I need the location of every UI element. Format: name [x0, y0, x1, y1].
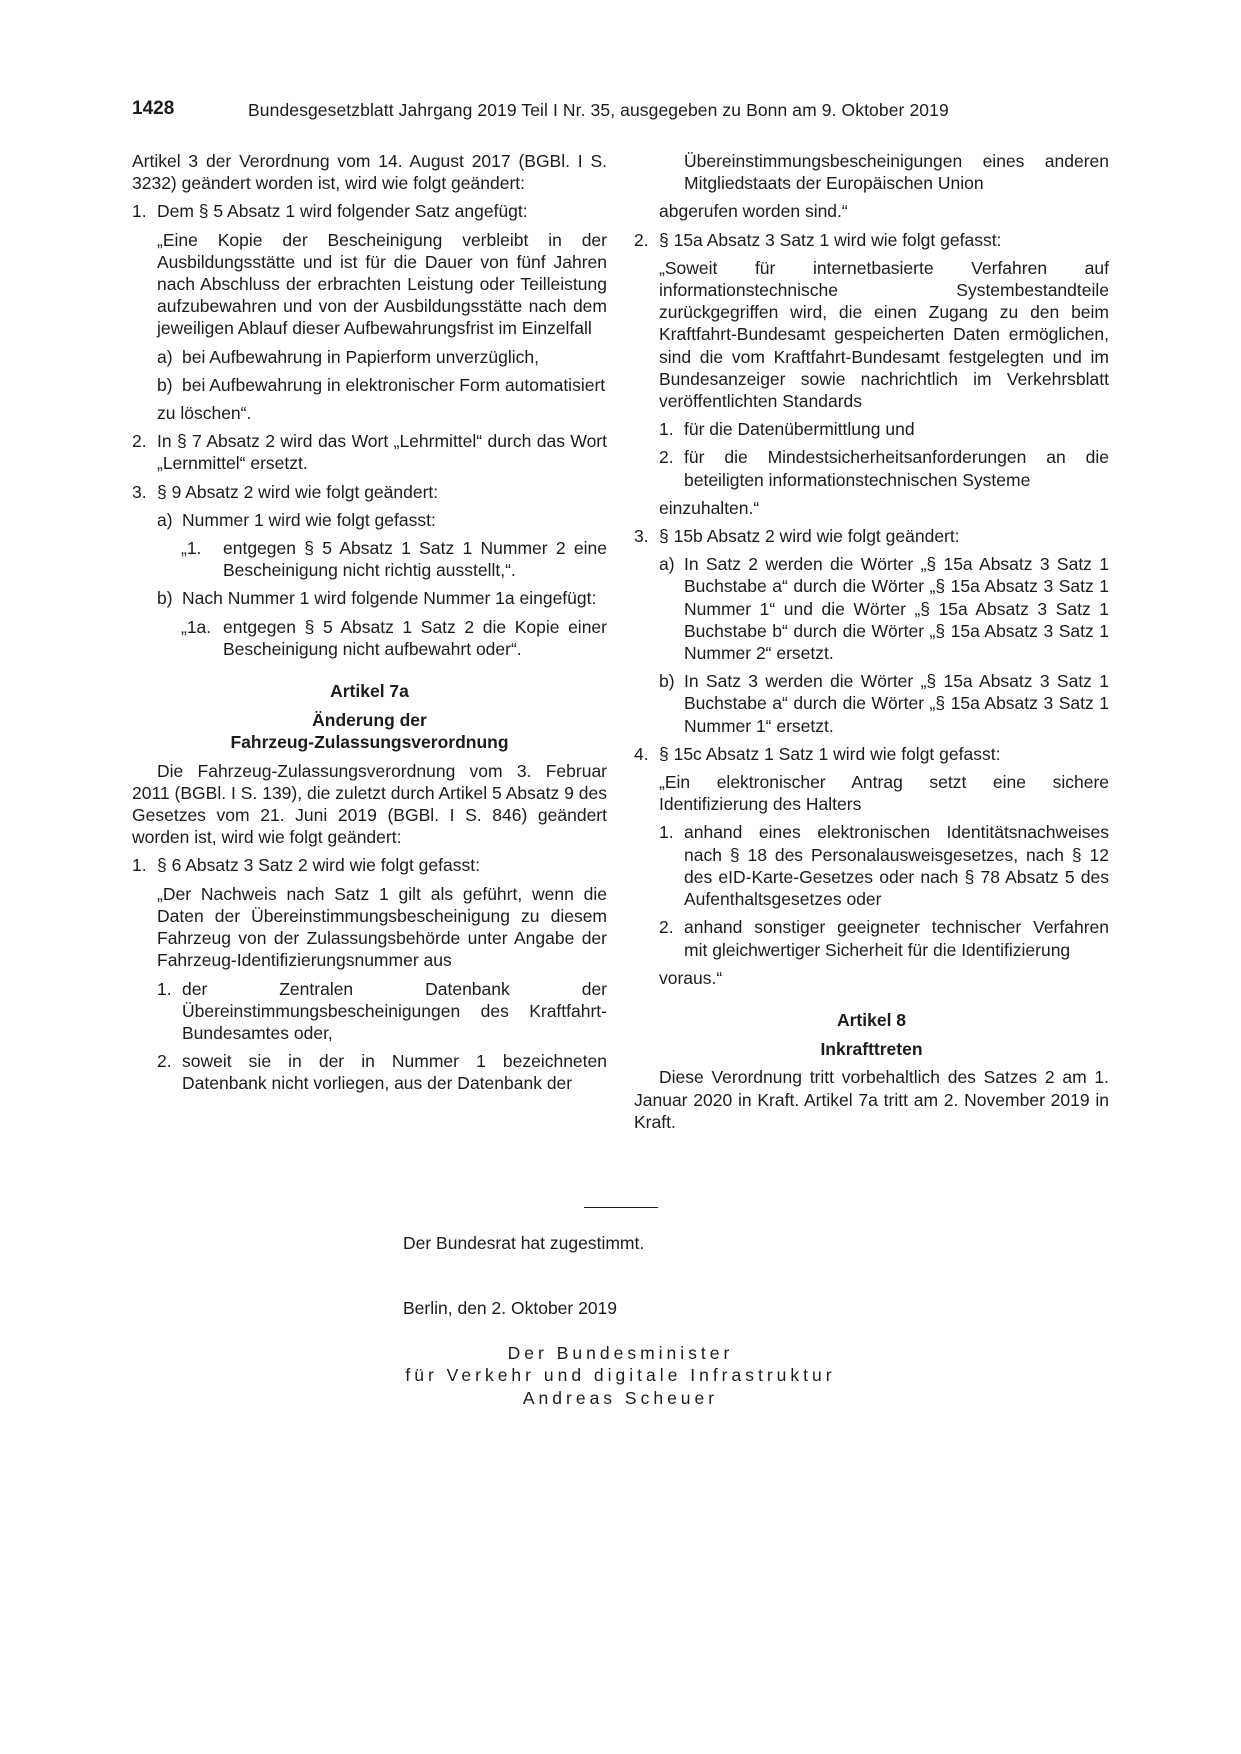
sub-item [132, 978, 607, 1045]
sub-item-text: für die Datenübermittlung und [684, 419, 915, 440]
sub-item [132, 374, 607, 396]
place-and-date: Berlin, den 2. Oktober 2019 [403, 1298, 618, 1318]
sub-item-text: bei Aufbewahrung in Papierform unverzüglich, [182, 346, 540, 367]
sub-item-number: 1. [659, 419, 674, 440]
article-7a-intro: Die Fahrzeug-Zulassungsverordnung vom 3. Februar 2011 (BGBl. I S. 139), die zuletzt durch Artikel 5 Absatz 9 des Gesetzes vom 21. Juni 2019 (BGBl. I S. 846) geändert worden ist, wird wie folgt geändert: [132, 760, 607, 848]
quoted-sentence: „Eine Kopie der Bescheinigung verbleibt in der Ausbildungsstätte und ist für die Dauer von fünf Jahren nach Abschluss der erbrachten Leistung oder Teilleistung aufzubewahren und von der Ausbildungsstätte nach dem jeweiligen Ablauf dieser Aufbewahrungsfrist im Einzelfall [157, 229, 607, 339]
sub-item-text: bei Aufbewahrung in elektronischer Form automatisiert [182, 374, 606, 395]
sub-item [634, 916, 1109, 960]
sub-item [634, 553, 1109, 664]
item-number: 2. [132, 431, 147, 452]
sub-item-letter: a) [157, 509, 173, 530]
article-7a-subtitle-line1: Änderung der [312, 710, 427, 731]
sub-item-letter: b) [659, 671, 675, 692]
signatory-name: Andreas Scheuer [522, 1388, 719, 1408]
sub-item [634, 418, 1109, 440]
article-7a-subtitle-line2: Fahrzeug-Zulassungsverordnung [230, 732, 509, 753]
sub-item-number: 1. [157, 978, 172, 999]
sub-item-text: In Satz 2 werden die Wörter „§ 15a Absatz 3 Satz 1 Buchstabe a“ durch die Wörter „§ 15a Absatz 3 Satz 1 Nummer 1“ und die Wörter „§ 15a Absatz 3 Satz 1 Buchstabe b“ durch die Wörter „§ 15a Absatz 3 Satz 1 Nummer 2“ ersetzt. [684, 554, 1109, 664]
item-number: 2. [634, 229, 649, 250]
item-text: In § 7 Absatz 2 wird das Wort „Lehrmittel“ durch das Wort „Lernmittel“ ersetzt. [157, 431, 607, 474]
left-column [132, 150, 607, 1095]
article-7a-title: Artikel 7a [330, 681, 409, 702]
item-number: 3. [132, 481, 147, 502]
item-number: 1. [132, 855, 147, 876]
intro-paragraph: Artikel 3 der Verordnung vom 14. August 2017 (BGBl. I S. 3232) geändert worden ist, wird wie folgt geändert: [132, 151, 607, 194]
article-8-subtitle: Inkrafttreten [820, 1039, 923, 1060]
quoted-number: „1a. [181, 616, 212, 637]
list-item [132, 481, 607, 503]
list-item [634, 525, 1109, 547]
sub-item [132, 346, 607, 368]
quoted-sentence: „Der Nachweis nach Satz 1 gilt als geführt, wenn die Daten der Übereinstimmungsbescheinigung zu diesem Fahrzeug von der Zulassungsbehörde unter Angabe der Fahrzeug-Identifizierungsnummer aus [157, 883, 607, 971]
sub-item-number: 2. [157, 1051, 172, 1072]
quoted-number-item [132, 616, 607, 660]
sub-item-text: soweit sie in der in Nummer 1 bezeichneten Datenbank nicht vorliegen, aus der Datenbank der [182, 1051, 607, 1094]
list-item [132, 854, 607, 876]
quoted-number: „1. [181, 538, 202, 559]
sub-item-text: anhand sonstiger geeigneter technischer Verfahren mit gleichwertiger Sicherheit für die Identifizierung [684, 917, 1109, 960]
sub-item-letter: a) [157, 346, 173, 367]
signatory-title-line1: Der Bundesminister [507, 1343, 734, 1363]
article-8-text: Diese Verordnung tritt vorbehaltlich des Satzes 2 am 1. Januar 2020 in Kraft. Artikel 7a tritt am 2. November 2019 in Kraft. [634, 1067, 1109, 1132]
item-number: 1. [132, 201, 147, 222]
sub-item [634, 670, 1109, 737]
quote-end: zu löschen“. [157, 403, 252, 424]
sub-item [132, 1050, 607, 1094]
item-text: § 15b Absatz 2 wird wie folgt geändert: [659, 526, 960, 547]
quote-end: voraus.“ [659, 967, 723, 988]
list-item [634, 229, 1109, 251]
quote-end: einzuhalten.“ [659, 497, 760, 518]
sub-item-text: für die Mindestsicherheitsanforderungen an die beteiligten informationstechnischen Systeme [684, 447, 1109, 490]
item-text: § 15a Absatz 3 Satz 1 wird wie folgt gefasst: [659, 229, 1002, 250]
sub-item-number: 2. [659, 917, 674, 938]
sub-item-letter: b) [157, 588, 173, 609]
sub-item-number: 2. [659, 447, 674, 468]
list-item [634, 743, 1109, 765]
sub-item [634, 446, 1109, 490]
page-number: 1428 [132, 98, 175, 119]
sub-item-letter: b) [157, 374, 173, 395]
quoted-sentence: „Ein elektronischer Antrag setzt eine sichere Identifizierung des Halters [659, 772, 1109, 815]
article-8-title: Artikel 8 [836, 1009, 907, 1030]
item-text: § 6 Absatz 3 Satz 2 wird wie folgt gefasst: [157, 855, 480, 876]
sub-item-text: Nach Nummer 1 wird folgende Nummer 1a eingefügt: [182, 588, 597, 609]
list-item [132, 200, 607, 222]
sub-item [132, 509, 607, 531]
quoted-number-text: entgegen § 5 Absatz 1 Satz 1 Nummer 2 eine Bescheinigung nicht richtig ausstellt,“. [223, 538, 607, 581]
running-header: Bundesgesetzblatt Jahrgang 2019 Teil I Nr. 35, ausgegeben zu Bonn am 9. Oktober 2019 [248, 100, 949, 120]
sub-item-text: anhand eines elektronischen Identitätsnachweises nach § 18 des Personalausweisgesetzes, nach § 12 des eID-Karte-Gesetzes oder nach § 78 Absatz 5 des Aufenthaltsgesetzes oder [684, 822, 1109, 910]
signatory-title-line2: für Verkehr und digitale Infrastruktur [405, 1365, 836, 1385]
item-text: § 9 Absatz 2 wird wie folgt geändert: [157, 481, 439, 502]
section-divider [584, 1207, 658, 1208]
item-number: 3. [634, 526, 649, 547]
right-column [634, 150, 1109, 1133]
sub-item-text: der Zentralen Datenbank der Übereinstimmungsbescheinigungen des Kraftfahrt-Bundesamtes oder, [182, 978, 607, 1043]
item-number: 4. [634, 743, 649, 764]
bundesrat-consent: Der Bundesrat hat zugestimmt. [403, 1233, 645, 1253]
sub-item [634, 821, 1109, 910]
item-text: Dem § 5 Absatz 1 wird folgender Satz angefügt: [157, 201, 528, 222]
quote-end: abgerufen worden sind.“ [659, 201, 848, 222]
list-item [132, 430, 607, 474]
sub-item-text: Nummer 1 wird wie folgt gefasst: [182, 509, 436, 530]
quoted-number-text: entgegen § 5 Absatz 1 Satz 2 die Kopie einer Bescheinigung nicht aufbewahrt oder“. [223, 616, 607, 659]
sub-item-number: 1. [659, 822, 674, 843]
sub-item-text: In Satz 3 werden die Wörter „§ 15a Absatz 3 Satz 1 Buchstabe a“ durch die Wörter „§ 15a Absatz 3 Satz 1 Nummer 1“ ersetzt. [684, 671, 1109, 736]
sub-item-letter: a) [659, 554, 675, 575]
item-text: § 15c Absatz 1 Satz 1 wird wie folgt gefasst: [659, 743, 1001, 764]
quoted-sentence: „Soweit für internetbasierte Verfahren auf informationstechnische Systembestandteile zurückgegriffen wird, die einen Zugang zu den beim Kraftfahrt-Bundesamt gespeicherten Daten ermöglichen, sind die vom Kraftfahrt-Bundesamt festgelegten und im Bundesanzeiger sowie nachrichtlich im Verkehrsblatt veröffentlichten Standards [659, 257, 1109, 412]
sub-item [132, 587, 607, 609]
continued-text: Übereinstimmungsbescheinigungen eines anderen Mitgliedstaats der Europäischen Union [684, 151, 1109, 194]
quoted-number-item [132, 537, 607, 581]
